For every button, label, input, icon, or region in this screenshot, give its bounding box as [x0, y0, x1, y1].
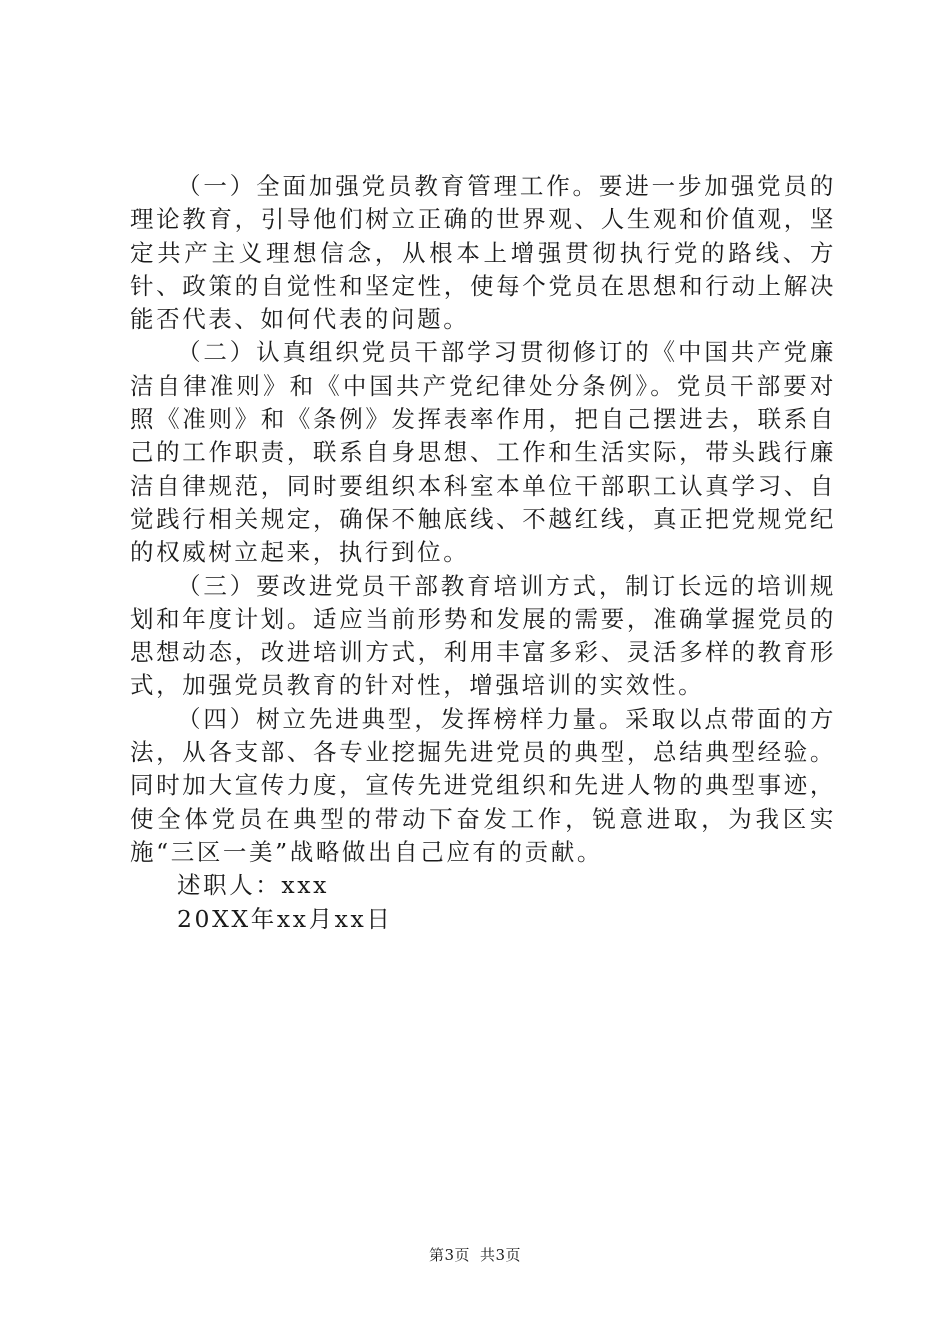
- paragraph-3: （三）要改进党员干部教育培训方式，制订长远的培训规划和年度计划。适应当前形势和发展的需要，准确掌握党员的思想动态，改进培训方式，利用丰富多彩、灵活多样的教育形式，加强党员教育的针对性，增强培训的实效性。: [130, 571, 836, 700]
- page-number-current: 第3页: [428, 1246, 470, 1264]
- paragraph-2: （二）认真组织党员干部学习贯彻修订的《中国共产党廉洁自律准则》和《中国共产党纪律处分条例》。党员干部要对照《准则》和《条例》发挥表率作用，把自己摆进去，联系自己的工作职责，联系自身思想、工作和生活实际，带头践行廉洁自律规范，同时要组织本科室本单位干部职工认真学习、自觉践行相关规定，确保不触底线、不越红线，真正把党规党纪的权威树立起来，执行到位。: [130, 338, 836, 567]
- paragraph-4: （四）树立先进典型，发挥榜样力量。采取以点带面的方法，从各支部、各专业挖掘先进党员的典型，总结典型经验。同时加大宣传力度，宣传先进党组织和先进人物的典型事迹，使全体党员在典型的带动下奋发工作，锐意进取，为我区实施“三区一美”战略做出自己应有的贡献。: [130, 704, 836, 866]
- paragraph-1: （一）全面加强党员教育管理工作。要进一步加强党员的理论教育，引导他们树立正确的世界观、人生观和价值观，坚定共产主义理想信念，从根本上增强贯彻执行党的路线、方针、政策的自觉性和坚定性，使每个党员在思想和行动上解决能否代表、如何代表的问题。: [130, 172, 836, 334]
- page-number-total: 共3页: [480, 1246, 522, 1264]
- reporter-signature: 述职人：xxx: [177, 871, 329, 900]
- report-date: 20XX年xx月xx日: [177, 904, 393, 933]
- document-body: [130, 170, 836, 936]
- page-footer: [0, 1244, 950, 1265]
